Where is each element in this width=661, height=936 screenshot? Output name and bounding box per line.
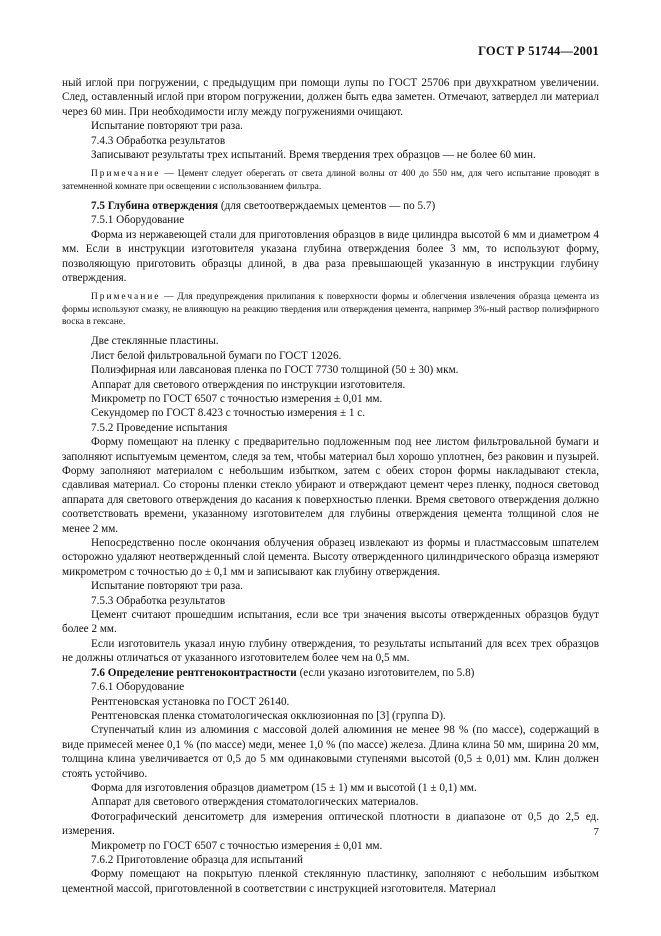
- paragraph: ный иглой при погружении, с предыдущим при помощи лупы по ГОСТ 25706 при двухкратном увеличении. След, оставленный иглой при втором погружении, должен быть едва заметен. Отмечают, затвердел ли материал через 60 мин. При необходимости иглу между погружениями очищают.: [62, 77, 599, 118]
- document-body: [62, 76, 599, 896]
- paragraph: Микрометр по ГОСТ 6507 с точностью измерения ± 0,01 мм.: [91, 839, 383, 852]
- subsection-heading: 7.4.3 Обработка результатов: [91, 134, 226, 147]
- paragraph: Если изготовитель указал иную глубину отверждения, то результаты испытаний для всех трех образцов не должны отличаться от указанного изготовителем более чем на 0,5 мм.: [62, 637, 599, 665]
- document-header: ГОСТ Р 51744—2001: [478, 44, 599, 58]
- page-number: 7: [593, 826, 599, 838]
- paragraph: Микрометр по ГОСТ 6507 с точностью измерения ± 0,01 мм.: [91, 392, 383, 405]
- paragraph: Лист белой фильтровальной бумаги по ГОСТ 12026.: [91, 349, 342, 362]
- section-rest: (для светоотверждаемых цементов — по 5.7): [218, 200, 436, 213]
- paragraph: Полиэфирная или лавсановая пленка по ГОСТ 7730 толщиной (50 ± 30) мкм.: [91, 364, 459, 377]
- paragraph: Секундомер по ГОСТ 8.423 с точностью измерения ± 1 с.: [91, 407, 366, 420]
- paragraph: Форма из нержавеющей стали для приготовления образцов в виде цилиндра высотой 6 мм и диаметром 4 мм. Если в инструкции изготовителя указана глубина отверждения более 3 мм, то используют форму, позволяющую приготовить образцы длиной, в два раза превышающей указанную в инструкции глубину отверждения.: [62, 228, 599, 285]
- note: [62, 291, 599, 328]
- subsection-heading: 7.5.3 Обработка результатов: [91, 594, 226, 607]
- paragraph: Аппарат для светового отверждения стоматологических материалов.: [91, 796, 419, 809]
- section-number: 7.6: [91, 666, 108, 679]
- paragraph: Рентгеновская пленка стоматологическая окклюзионная по [3] (группа D).: [91, 709, 446, 722]
- section-heading: [62, 666, 599, 680]
- subsection-heading: 7.6.2 Приготовление образца для испытаний: [91, 853, 303, 866]
- note: [62, 168, 599, 193]
- paragraph: Испытание повторяют три раза.: [91, 120, 243, 133]
- subsection-heading: 7.5.2 Проведение испытания: [91, 421, 228, 434]
- section-number: 7.5: [91, 200, 108, 213]
- paragraph: Фотографический денситометр для измерения оптической плотности в диапазоне от 0,5 до 2,5 ед. измерения.: [62, 810, 599, 838]
- paragraph: Записывают результаты трех испытаний. Время твердения трех образцов — не более 60 мин.: [91, 149, 536, 162]
- subsection-heading: 7.5.1 Оборудование: [91, 214, 185, 227]
- paragraph: Рентгеновская установка по ГОСТ 26140.: [91, 695, 290, 708]
- section-title: Определение рентгеноконтрастности: [107, 666, 297, 679]
- paragraph: Аппарат для светового отверждения по инструкции изготовителя.: [91, 378, 406, 391]
- note-text: — Цемент следует оберегать от света длиной волны от 400 до 550 нм, для чего испытание проводят в затемненной комнате при освещении с использованием фильтра.: [62, 169, 599, 192]
- paragraph: Ступенчатый клин из алюминия с массовой долей алюминия не менее 98 % (по массе), содержащий в виде примесей менее 0,1 % (по массе) меди, менее 1,0 % (по массе) железа. Длина клина 50 мм, ширина 20 мм, толщина клина увеличивается от 0,5 до 5 мм одинаковыми ступенями высотой (0,5 ± 0,01) мм. Клин должен стоять устойчиво.: [62, 724, 599, 780]
- note-text: — Для предупреждения прилипания к поверхности формы и облегчения извлечения образца цемента из формы используют смазку, не влияющую на реакцию твердения или отверждения цемента, например 3%-ный раствор полиэфирного воска в гексане.: [62, 292, 599, 328]
- note-label: Примечание: [91, 292, 161, 303]
- paragraph: Непосредственно после окончания облучения образец извлекают из формы и пластмассовым шпателем осторожно удаляют неотвержденный слой цемента. Высоту отвержденного цилиндрического образца измеряют микрометром с точностью до ± 0,1 мм и записывают как глубину отверждения.: [62, 537, 599, 578]
- paragraph: Форма для изготовления образцов диаметром (15 ± 1) мм и высотой (1 ± 0,1) мм.: [91, 781, 477, 794]
- paragraph: Форму помещают на пленку с предварительно подложенным под нее листом фильтровальной бумаги и заполняют испытуемым цементом, следя за тем, чтобы материал был хорошо уплотнен, без раковин и пузырей. Форму заполняют материалом с небольшим избытком, затем с обеих сторон формы накладывают стекла, сдавливая материал. Со стороны пленки стекло убирают и отверждают цемент через пленку, поднося световод аппарата для светового отверждения до касания к поверхностью пленки. Время светового отверждения должно соответствовать времени, указанному изготовителем для глубины отверждения цемента толщиной слоя не менее 2 мм.: [62, 436, 599, 535]
- section-rest: (если указано изготовителем, по 5.8): [296, 666, 475, 679]
- paragraph: Цемент считают прошедшим испытания, если все три значения высоты отвержденных образцов будут более 2 мм.: [62, 609, 599, 636]
- paragraph: Две стеклянные пластины.: [91, 335, 219, 348]
- section-title: Глубина отверждения: [107, 200, 219, 213]
- paragraph: Форму помещают на покрытую пленкой стеклянную пластинку, заполняют с небольшим избытком цементной массой, приготовленной в соответствии с инструкцией изготовителя. Материал: [62, 868, 599, 895]
- section-heading: [62, 199, 599, 213]
- subsection-heading: 7.6.1 Оборудование: [91, 681, 185, 694]
- note-label: Примечание: [91, 169, 161, 180]
- paragraph: Испытание повторяют три раза.: [91, 580, 243, 593]
